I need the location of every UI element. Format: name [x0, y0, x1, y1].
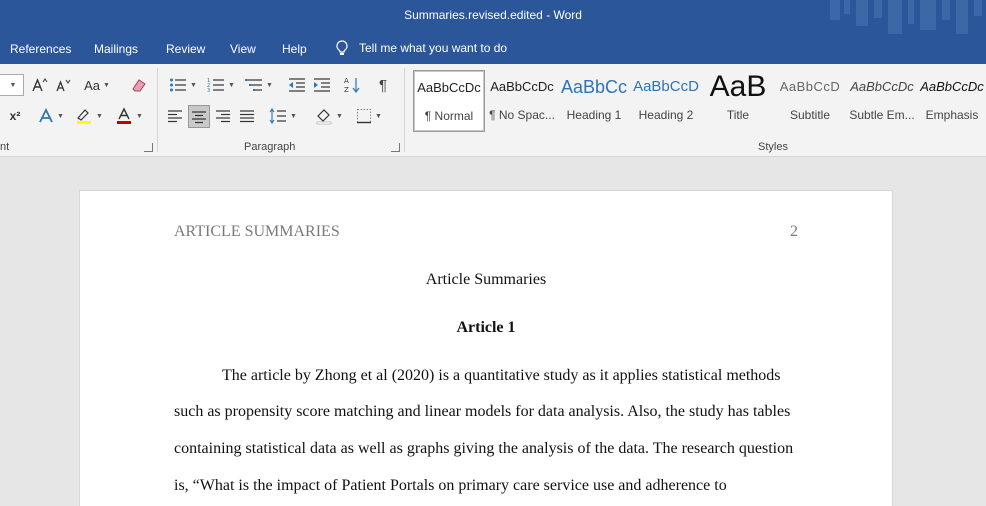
style-name: Heading 2: [638, 108, 694, 122]
show-formatting-marks-button[interactable]: [372, 74, 394, 96]
change-case-label: Aa: [84, 77, 100, 93]
style-heading-2[interactable]: [630, 70, 702, 132]
align-center-button[interactable]: [188, 105, 210, 128]
paragraph-group-label: Paragraph: [244, 141, 296, 153]
sort-icon: [344, 76, 362, 94]
font-group-label: nt: [0, 141, 10, 153]
highlighter-icon: [75, 107, 93, 125]
shrink-font-icon: [54, 77, 72, 93]
justify-button[interactable]: [236, 105, 258, 127]
eraser-icon: [130, 77, 148, 93]
ribbon-tabs: [0, 34, 986, 64]
svg-text:A: A: [344, 77, 349, 85]
highlight-color-button[interactable]: ▼: [72, 105, 106, 127]
style-sample: AaB: [709, 70, 767, 103]
style-emphasis[interactable]: [918, 70, 986, 132]
window-title: Summaries.revised.edited - Word: [404, 8, 582, 22]
style-title[interactable]: [702, 70, 774, 132]
style-sample: AaBbCc: [560, 77, 628, 97]
style-name: Heading 1: [566, 108, 622, 122]
paragraph-dialog-launcher[interactable]: [391, 143, 400, 152]
style-name: ¶ Normal: [424, 109, 474, 123]
tell-me-box[interactable]: [335, 40, 507, 56]
paragraph-line: is, “What is the impact of Patient Portals on primary care service use and adherence to: [174, 477, 727, 494]
style-sample: AaBbCcDc: [490, 79, 554, 94]
align-left-button[interactable]: [164, 105, 186, 127]
clear-formatting-button[interactable]: [128, 74, 150, 96]
decrease-indent-button[interactable]: [286, 74, 308, 96]
page-number: 2: [790, 223, 798, 240]
borders-icon: [356, 108, 372, 124]
document-page[interactable]: [79, 190, 893, 506]
paragraph-line: such as propensity score matching and linear models for data analysis. Also, the study has tables: [174, 403, 791, 420]
numbering-button[interactable]: 1 2 3 ▼: [207, 78, 235, 93]
text-effects-icon: [38, 108, 54, 124]
styles-group-label: Styles: [758, 141, 788, 153]
align-center-icon: [191, 110, 207, 124]
multilevel-list-button[interactable]: ▼: [242, 74, 276, 96]
font-size-box[interactable]: ▼: [0, 74, 24, 96]
borders-button[interactable]: ▼: [352, 105, 386, 127]
numbering-icon: [207, 77, 225, 93]
style-sample: AaBbCcD: [779, 79, 841, 94]
superscript-button[interactable]: [4, 105, 26, 127]
shading-button[interactable]: ▼: [312, 105, 346, 127]
document-title: Article Summaries: [425, 271, 547, 288]
style-no-spacing[interactable]: [486, 70, 558, 132]
style-name: ¶ No Spac...: [489, 108, 555, 122]
shrink-font-button[interactable]: [53, 74, 73, 96]
align-right-icon: [215, 109, 231, 123]
pilcrow-icon: ¶: [378, 76, 388, 94]
sort-button[interactable]: [342, 74, 364, 96]
increase-indent-button[interactable]: [311, 74, 333, 96]
tab-mailings[interactable]: Mailings: [94, 42, 139, 56]
paragraph-line: The article by Zhong et al (2020) is a quantitative study as it applies statistical methods: [222, 367, 781, 384]
style-heading-1[interactable]: [558, 70, 630, 132]
font-dialog-launcher[interactable]: [144, 143, 153, 152]
lightbulb-icon: [335, 40, 349, 56]
paint-bucket-icon: [315, 107, 333, 125]
svg-text:3: 3: [207, 88, 211, 93]
title-bar-decoration: [826, 0, 986, 34]
style-sample: AaBbCcD: [633, 78, 699, 95]
style-name: Title: [726, 108, 750, 122]
superscript-icon: x²: [9, 109, 21, 123]
align-right-button[interactable]: [212, 105, 234, 127]
justify-icon: [239, 109, 255, 123]
tab-review[interactable]: Review: [166, 42, 206, 56]
style-sample: AaBbCcDc: [850, 79, 914, 94]
font-color-icon: [115, 107, 133, 125]
svg-text:1: 1: [207, 78, 211, 84]
style-subtitle[interactable]: [774, 70, 846, 132]
line-spacing-icon: [269, 108, 287, 124]
group-separator: [404, 68, 405, 152]
increase-indent-icon: [313, 77, 331, 93]
style-normal[interactable]: [413, 70, 485, 132]
svg-text:2: 2: [207, 83, 211, 89]
tab-references[interactable]: References: [10, 42, 72, 56]
bullets-button[interactable]: ▼: [166, 74, 200, 96]
section-heading: Article 1: [456, 319, 516, 336]
grow-font-button[interactable]: [30, 74, 50, 96]
style-sample: AaBbCcDc: [920, 79, 984, 94]
line-spacing-button[interactable]: ▼: [266, 105, 300, 127]
tab-view[interactable]: View: [230, 42, 256, 56]
svg-text:Z: Z: [344, 86, 349, 94]
style-sample: AaBbCcDc: [417, 80, 481, 95]
style-name: Emphasis: [925, 108, 979, 122]
tell-me-text: Tell me what you want to do: [359, 41, 508, 55]
style-name: Subtle Em...: [849, 108, 915, 122]
grow-font-icon: [31, 77, 49, 93]
paragraph-line: containing statistical data as well as graphs giving the analysis of the data. The research question: [174, 440, 794, 457]
change-case-button[interactable]: Aa ▼: [84, 77, 110, 93]
title-bar: [0, 0, 986, 34]
bullets-icon: [169, 77, 187, 93]
tab-help[interactable]: Help: [282, 42, 307, 56]
group-separator: [157, 68, 158, 152]
font-color-button[interactable]: ▼: [112, 105, 146, 127]
ribbon: [0, 64, 986, 157]
style-name: Subtitle: [789, 108, 831, 122]
text-effects-button[interactable]: ▼: [36, 105, 66, 127]
decrease-indent-icon: [288, 77, 306, 93]
style-subtle-emphasis[interactable]: [846, 70, 918, 132]
align-left-icon: [167, 109, 183, 123]
running-header: ARTICLE SUMMARIES: [174, 223, 340, 240]
multilevel-list-icon: [245, 77, 263, 93]
